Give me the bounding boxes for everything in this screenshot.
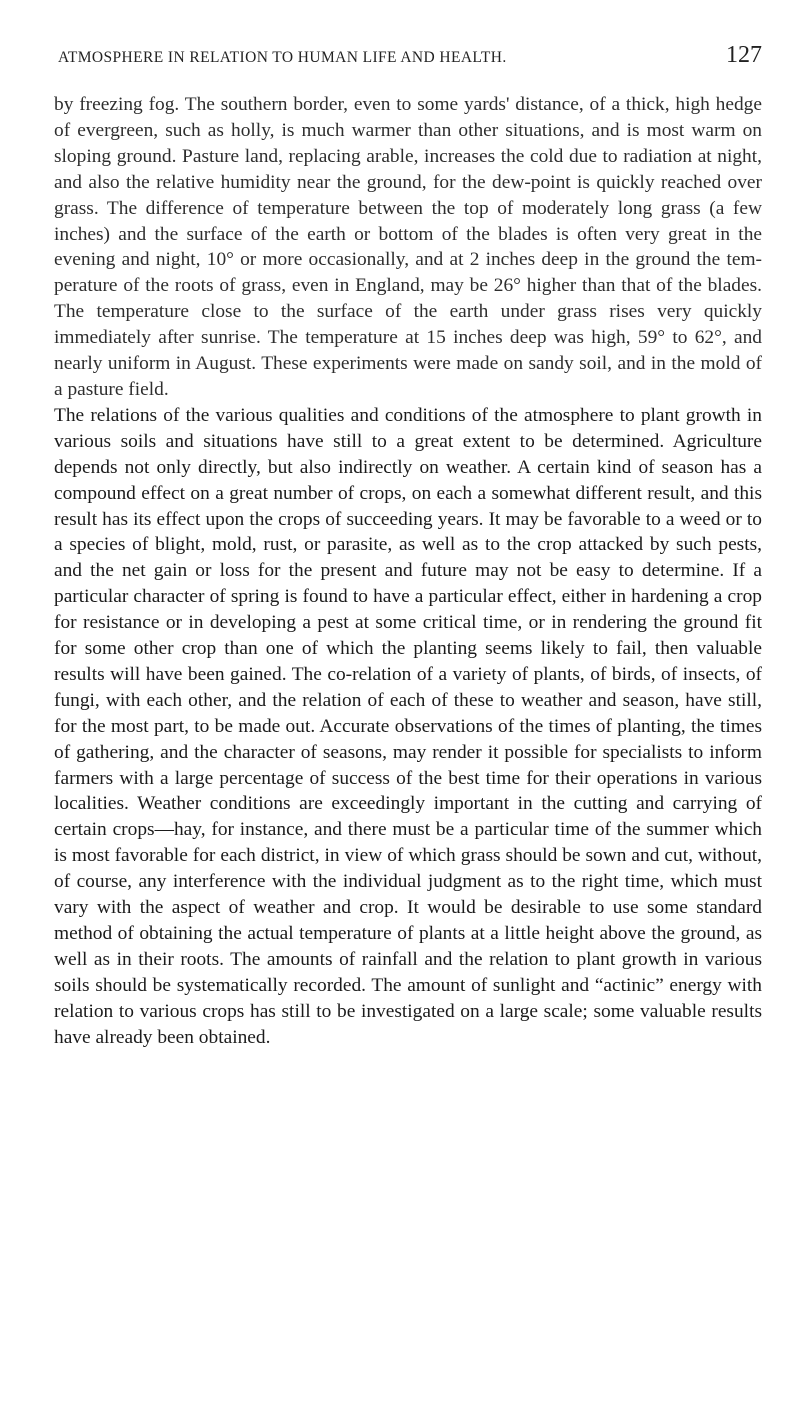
running-header: [54, 42, 762, 76]
paragraph-agriculture-weather: The relations of the various qualities and conditions of the atmosphere to plant growth in various soils and situations have still to a great extent to be determined. Agriculture depends not only directly, but also indirectly on weather. A certain kind of season has a compound effect on a great number of crops, on each a somewhat different result, and this result has its effect upon the crops of succeeding years. It may be favorable to a weed or to a species of blight, mold, rust, or parasite, as well as to the crop attacked by such pests, and the net gain or loss for the present and future may not be easy to determine. If a particular character of spring is found to have a particular effect, either in hardening a crop for resistance or in developing a pest at some critical time, or in rendering the ground fit for some other crop than one of which the planting seems likely to fail, then valuable results will have been gained. The co-relation of a variety of plants, of birds, of insects, of fungi, with each other, and the relation of each of these to weather and season, have still, for the most part, to be made out. Accurate observations of the times of planting, the times of gathering, and the character of seasons, may render it possible for specialists to inform farmers with a large percentage of success of the best time for their operations in various localities. Weather conditions are exceedingly important in the cutting and carrying of certain crops—hay, for instance, and there must be a particular time of the summer which is most favorable for each district, in view of which grass should be sown and cut, without, of course, any interference with the individual judgment as to the right time, which must vary with the aspect of weather and crop. It would be desirable to use some standard method of obtaining the actual temperature of plants at a little height above the ground, as well as in their roots. The amounts of rainfall and the relation to plant growth in various soils should be systematically recorded. The amount of sunlight and “actinic” energy with relation to various crops has still to be investigated on a large scale; some valuable results have already been obtained.: [54, 404, 762, 1048]
running-title: ATMOSPHERE IN RELATION TO HUMAN LIFE AND HEALTH.: [58, 49, 507, 66]
paragraph-continuation: by freezing fog. The southern border, even to some yards' distance, of a thick, high hedge of evergreen, such as holly, is much warmer than other situations, and is most warm on sloping ground. Pasture land, replacing arable, increases the cold due to radiation at night, and also the relative humidity near the ground, for the dew-point is quickly reached over grass. The difference of temperature between the top of moderately long grass (a few inches) and the surface of the earth or bottom of the blades is often very great in the evening and night, 10° or more occasionally, and at 2 inches deep in the ground the temperature of the roots of grass, even in England, may be 26° higher than that of the blades. The temperature close to the surface of the earth under grass rises very quickly immediately after sunrise. The temperature at 15 inches deep was high, 59° to 62°, and nearly uniform in August. These experiments were made on sandy soil, and in the mold of a pasture field.: [54, 94, 762, 400]
page-number: 127: [726, 42, 762, 68]
